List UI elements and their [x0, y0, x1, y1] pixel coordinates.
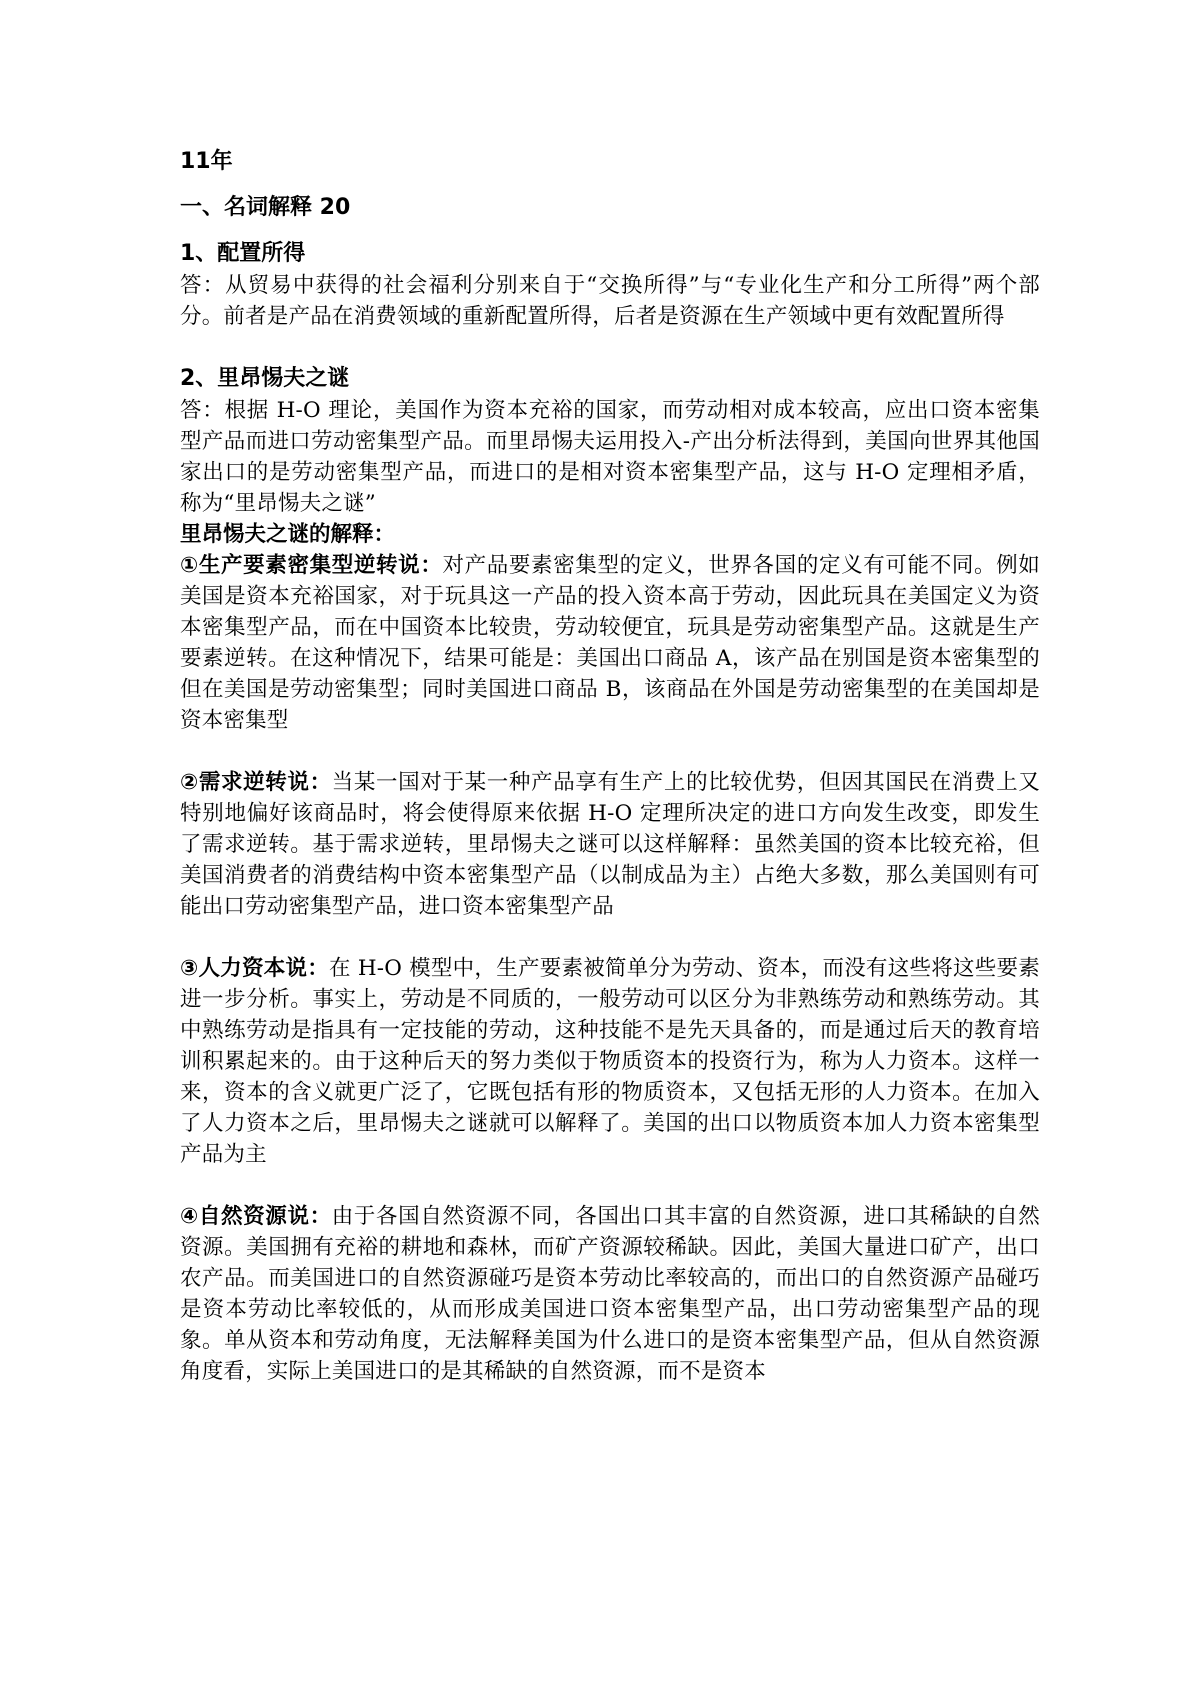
explanation-paragraph-2	[180, 767, 1040, 922]
explanation-label-2: ②需求逆转说：	[180, 770, 332, 795]
section-title: 一、名词解释 20	[180, 195, 351, 220]
explanation-paragraph-1	[180, 550, 1040, 736]
explanation-label-1: ①生产要素密集型逆转说：	[180, 553, 443, 578]
explanation-text-4: 由于各国自然资源不同，各国出口其丰富的自然资源，进口其稀缺的自然资源。美国拥有充裕的耕地和森林，而矿产资源较稀缺。因此，美国大量进口矿产，出口农产品。而美国进口的自然资源碰巧是资本劳动比率较高的，而出口的自然资源产品碰巧是资本劳动比率较低的，从而形成美国进口资本密集型产品，出口劳动密集型产品的现象。单从资本和劳动角度，无法解释美国为什么进口的是资本密集型产品，但从自然资源角度看，实际上美国进口的是其稀缺的自然资源，而不是资本	[180, 1204, 1040, 1384]
term-title-2: 2、里昂惕夫之谜	[180, 366, 350, 391]
spacer	[180, 736, 1040, 767]
year-heading: 11年	[180, 149, 233, 174]
spacer	[180, 922, 1040, 953]
explanation-text-1: 对产品要素密集型的定义，世界各国的定义有可能不同。例如美国是资本充裕国家，对于玩具这一产品的投入资本高于劳动，因此玩具在美国定义为资本密集型产品，而在中国资本比较贵，劳动较便宜，玩具是劳动密集型产品。这就是生产要素逆转。在这种情况下，结果可能是：美国出口商品 A，该产品在别国是资本密集型的但在美国是劳动密集型；同时美国进口商品 B，该商品在外国是劳动密集型的在美国却是资本密集型	[180, 553, 1040, 733]
explanation-text-3: 在 H-O 模型中，生产要素被简单分为劳动、资本，而没有这些将这些要素进一步分析。事实上，劳动是不同质的，一般劳动可以区分为非熟练劳动和熟练劳动。其中熟练劳动是指具有一定技能的劳动，这种技能不是先天具备的，而是通过后天的教育培训积累起来的。由于这种后天的努力类似于物质资本的投资行为，称为人力资本。这样一来，资本的含义就更广泛了，它既包括有形的物质资本，又包括无形的人力资本。在加入了人力资本之后，里昂惕夫之谜就可以解释了。美国的出口以物质资本加人力资本密集型产品为主	[180, 956, 1041, 1167]
explanation-paragraph-3	[180, 953, 1040, 1170]
explanation-paragraph-4	[180, 1201, 1040, 1387]
answer-2: 答：根据 H-O 理论，美国作为资本充裕的国家，而劳动相对成本较高，应出口资本密集型产品而进口劳动密集型产品。而里昂惕夫运用投入-产出分析法得到，美国向世界其他国家出口的是劳动密集型产品，而进口的是相对资本密集型产品，这与 H-O 定理相矛盾，称为“里昂惕夫之谜”	[180, 398, 1040, 516]
spacer	[180, 1170, 1040, 1201]
term-title-1: 1、配置所得	[180, 241, 306, 266]
spacer	[180, 332, 1040, 363]
explanation-label-3: ③人力资本说：	[180, 956, 329, 981]
explanation-label-4: ④自然资源说：	[180, 1204, 332, 1229]
answer-1: 答：从贸易中获得的社会福利分别来自于“交换所得”与“专业化生产和分工所得”两个部分。前者是产品在消费领域的重新配置所得，后者是资源在生产领域中更有效配置所得	[180, 273, 1040, 329]
document-body	[180, 146, 1040, 1387]
explanation-text-2: 当某一国对于某一种产品享有生产上的比较优势，但因其国民在消费上又特别地偏好该商品时，将会使得原来依据 H-O 定理所决定的进口方向发生改变，即发生了需求逆转。基于需求逆转，里昂惕夫之谜可以这样解释：虽然美国的资本比较充裕，但美国消费者的消费结构中资本密集型产品（以制成品为主）占绝大多数，那么美国则有可能出口劳动密集型产品，进口资本密集型产品	[180, 770, 1040, 919]
explanation-title: 里昂惕夫之谜的解释：	[180, 522, 396, 547]
